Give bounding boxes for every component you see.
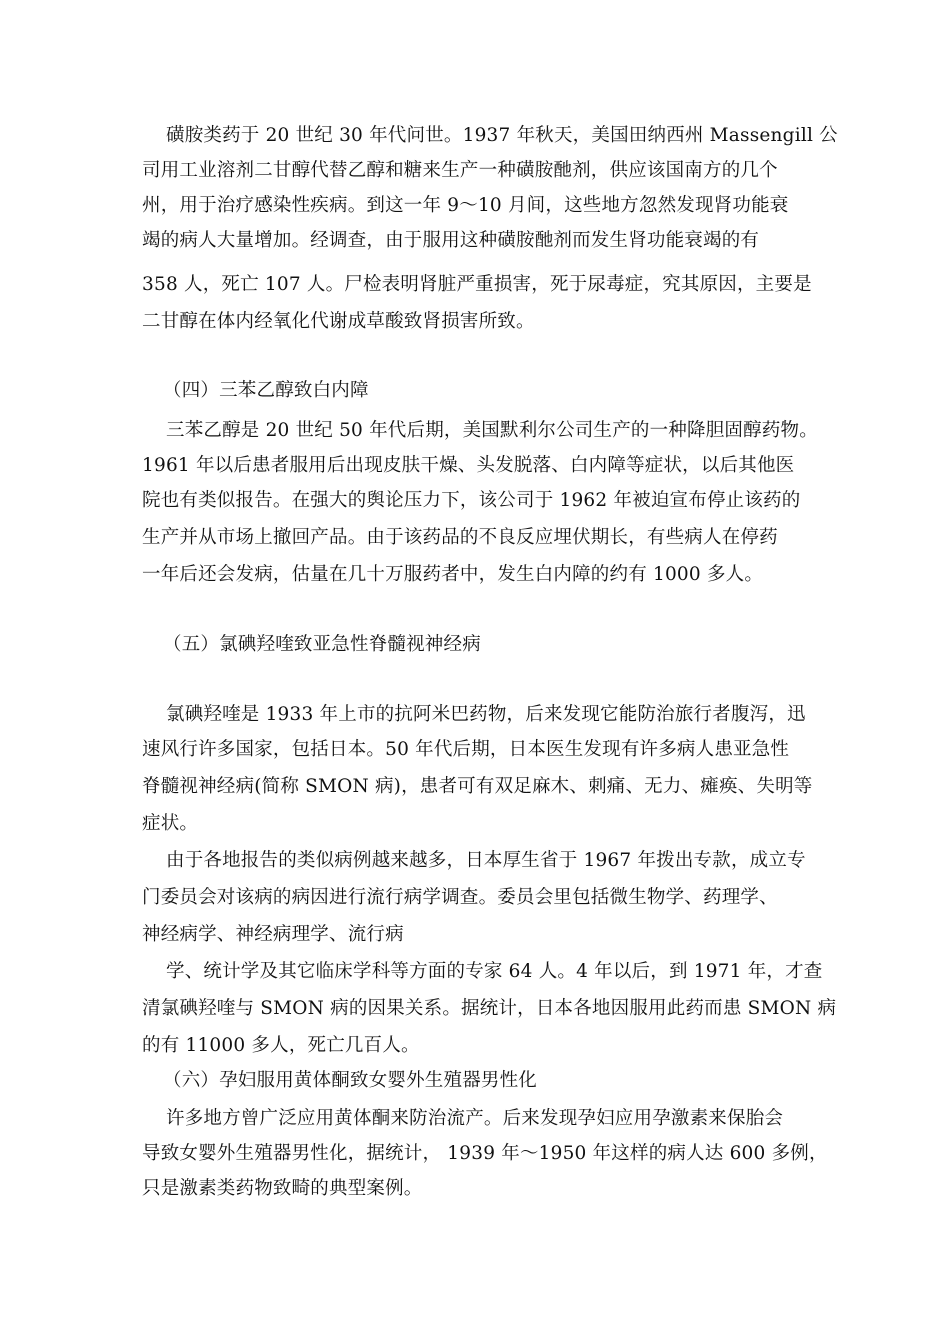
paragraph-line: 的有 11000 多人，死亡几百人。 [142, 1035, 420, 1056]
section-heading: （六）孕妇服用黄体酮致女婴外生殖器男性化 [163, 1070, 538, 1091]
paragraph-line: 竭的病人大量增加。经调查，由于服用这种磺胺酏剂而发生肾功能衰竭的有 [142, 230, 760, 251]
section-heading: （四）三苯乙醇致白内障 [163, 380, 369, 401]
paragraph-line: 症状。 [142, 813, 199, 834]
paragraph-line: 门委员会对该病的病因进行流行病学调查。委员会里包括微生物学、药理学、 [142, 887, 778, 908]
paragraph-line: 三苯乙醇是 20 世纪 50 年代后期，美国默利尔公司生产的一种降胆固醇药物。 [166, 420, 818, 441]
paragraph-line: 只是激素类药物致畸的典型案例。 [142, 1178, 423, 1199]
paragraph-line: 州，用于治疗感染性疾病。到这一年 9～10 月间，这些地方忽然发现肾功能衰 [142, 195, 789, 216]
section-heading: （五）氯碘羟喹致亚急性脊髓视神经病 [163, 634, 481, 655]
paragraph-line: 速风行许多国家，包括日本。50 年代后期，日本医生发现有许多病人患亚急性 [142, 739, 790, 760]
paragraph-line: 学、统计学及其它临床学科等方面的专家 64 人。4 年以后，到 1971 年，才查 [166, 961, 823, 982]
paragraph-line: 导致女婴外生殖器男性化，据统计， 1939 年～1950 年这样的病人达 600 多例， [142, 1143, 828, 1164]
paragraph-line: 生产并从市场上撤回产品。由于该药品的不良反应埋伏期长，有些病人在停药 [142, 527, 778, 548]
paragraph-line: 神经病学、神经病理学、流行病 [142, 924, 404, 945]
paragraph-line: 许多地方曾广泛应用黄体酮来防治流产。后来发现孕妇应用孕激素来保胎会 [166, 1108, 784, 1129]
paragraph-line: 二甘醇在体内经氧化代谢成草酸致肾损害所致。 [142, 311, 535, 332]
paragraph-line: 1961 年以后患者服用后出现皮肤干燥、头发脱落、白内障等症状，以后其他医 [142, 455, 795, 476]
paragraph-line: 司用工业溶剂二甘醇代替乙醇和糖来生产一种磺胺酏剂，供应该国南方的几个 [142, 160, 778, 181]
paragraph-line: 脊髓视神经病(简称 SMON 病)，患者可有双足麻木、刺痛、无力、瘫痪、失明等 [142, 776, 813, 797]
paragraph-line: 一年后还会发病，估量在几十万服药者中，发生白内障的约有 1000 多人。 [142, 564, 764, 585]
paragraph-line: 氯碘羟喹是 1933 年上市的抗阿米巴药物，后来发现它能防治旅行者腹泻，迅 [166, 704, 806, 725]
paragraph-line: 358 人，死亡 107 人。尸检表明肾脏严重损害，死于尿毒症，究其原因，主要是 [142, 274, 812, 295]
paragraph-line: 由于各地报告的类似病例越来越多，日本厚生省于 1967 年拨出专款，成立专 [166, 850, 806, 871]
paragraph-line: 磺胺类药于 20 世纪 30 年代问世。1937 年秋天，美国田纳西州 Massengill 公 [166, 125, 838, 146]
paragraph-line: 清氯碘羟喹与 SMON 病的因果关系。据统计，日本各地因服用此药而患 SMON 病 [142, 998, 837, 1019]
paragraph-line: 院也有类似报告。在强大的舆论压力下，该公司于 1962 年被迫宣布停止该药的 [142, 490, 801, 511]
